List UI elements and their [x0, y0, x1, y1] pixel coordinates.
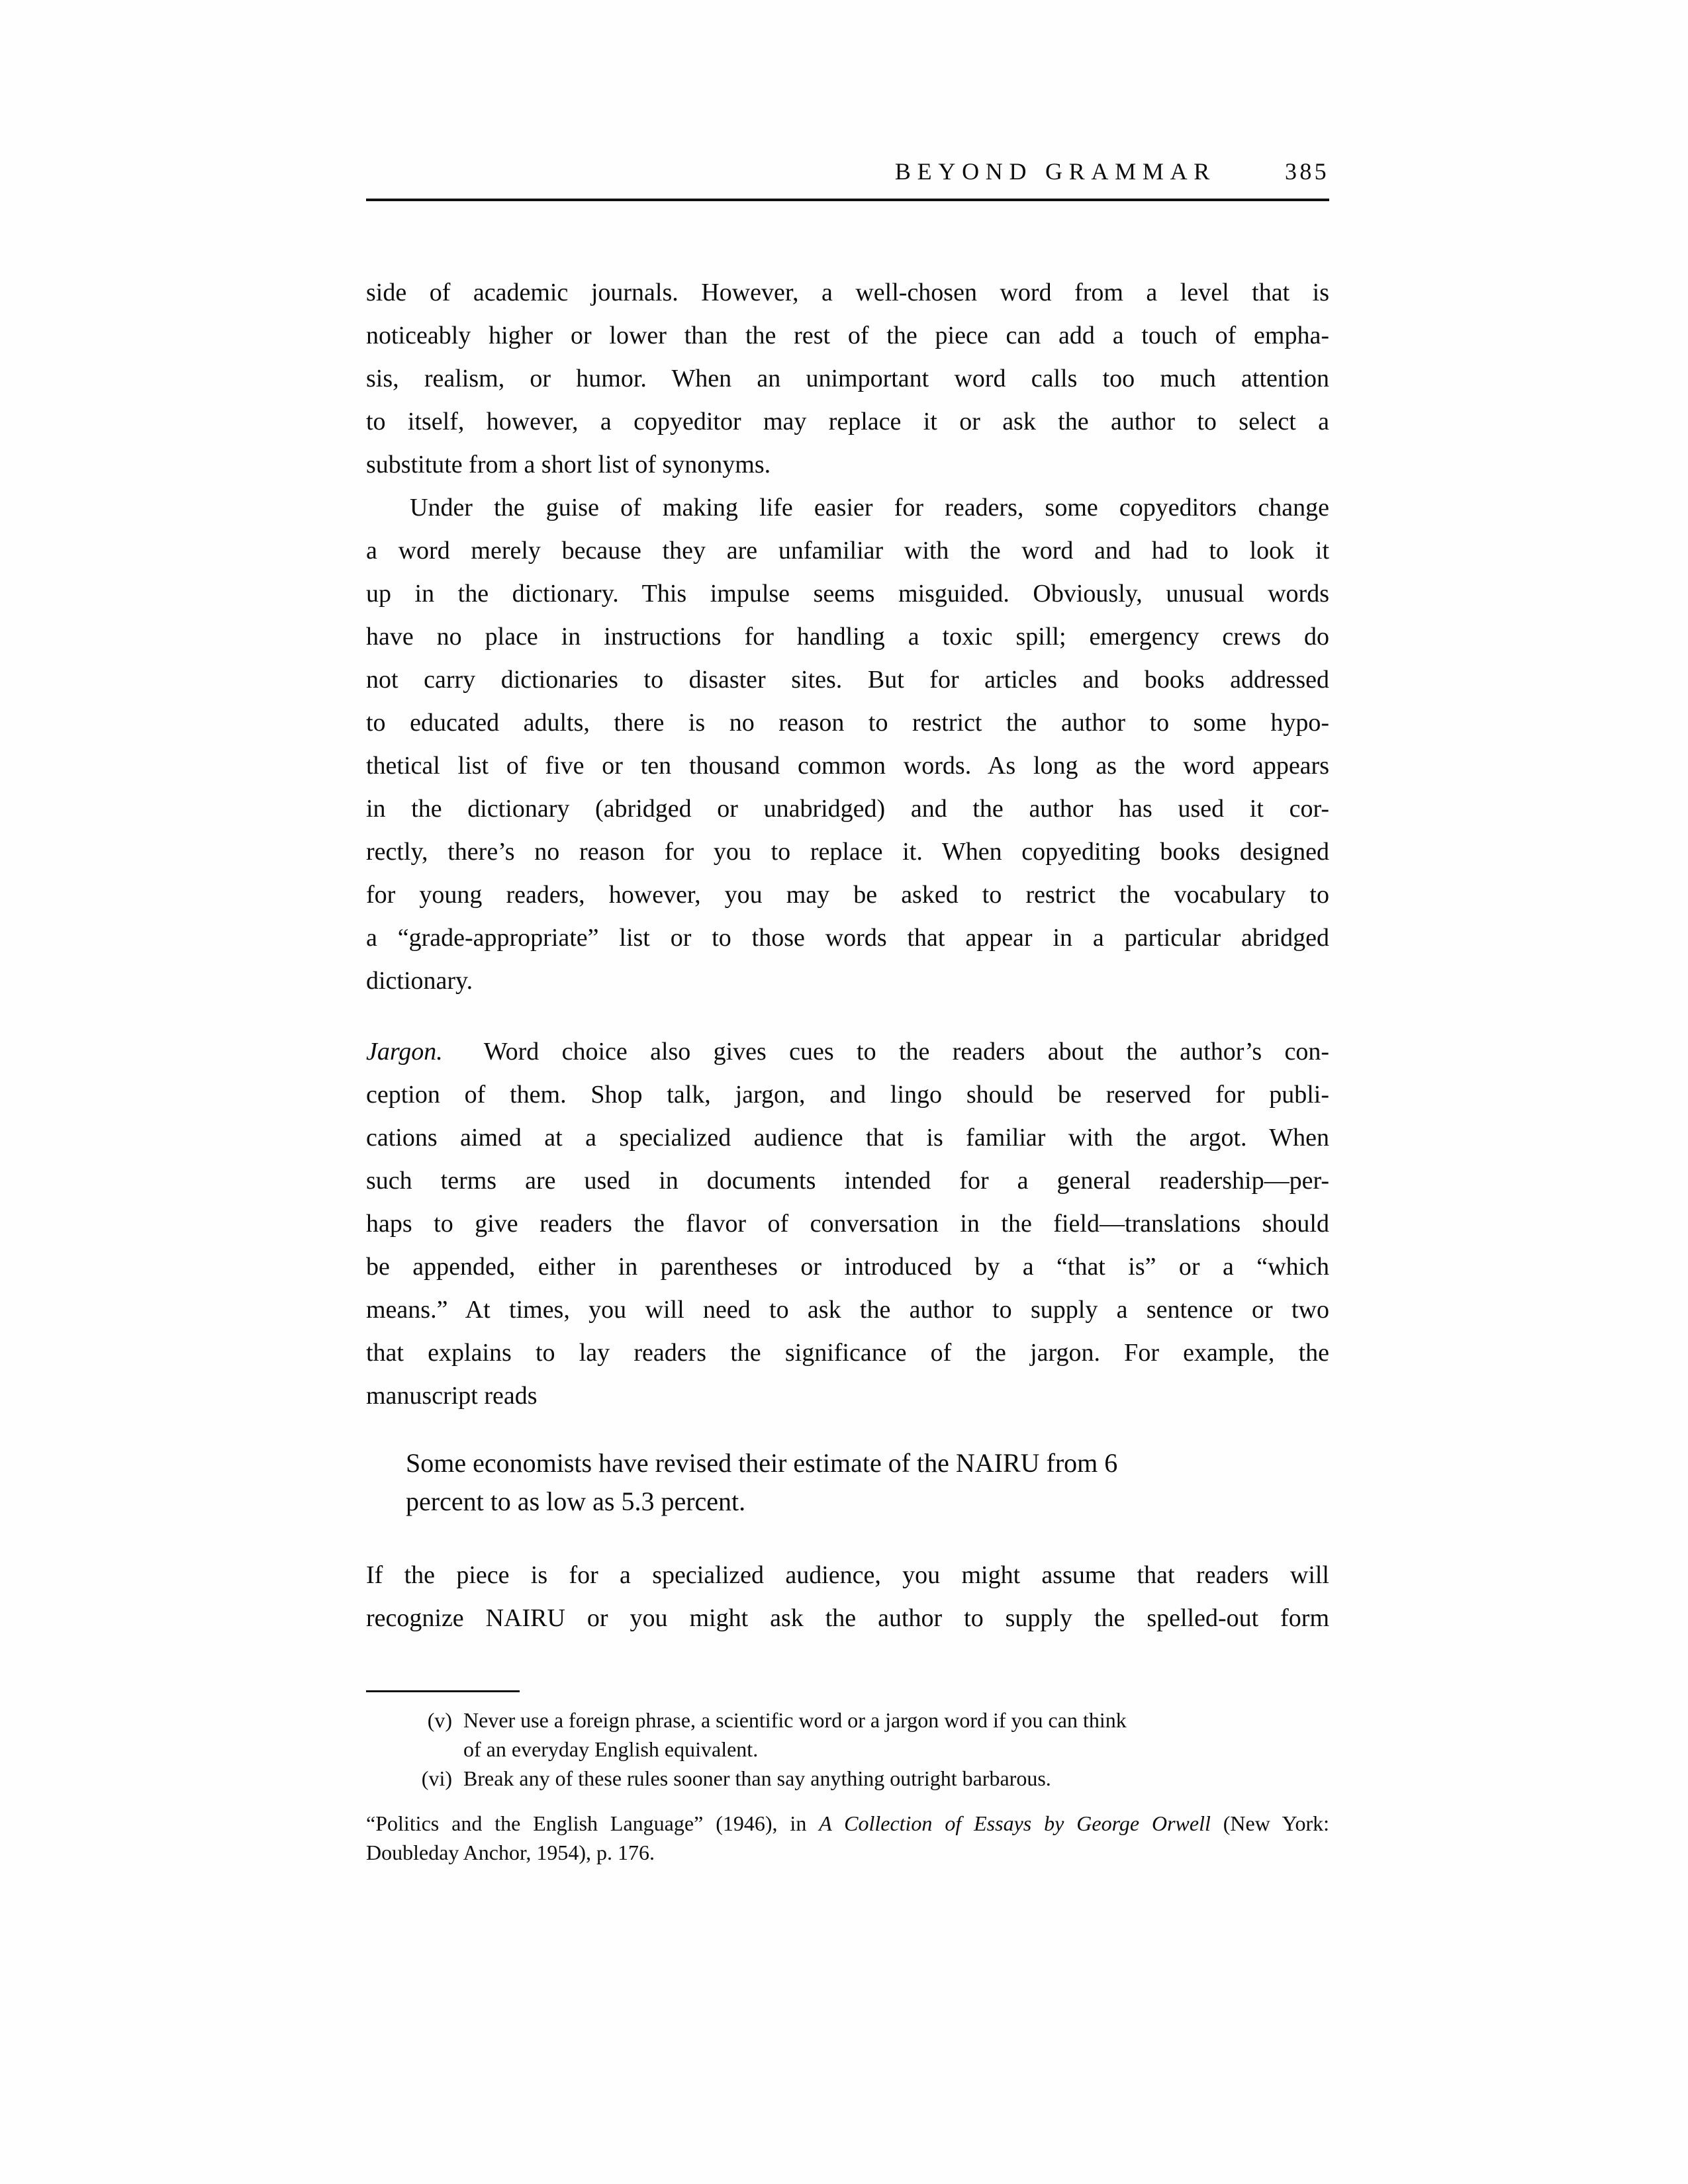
footnote-line: Break any of these rules sooner than say anything outright barbarous. [463, 1766, 1051, 1790]
footnote-item [366, 1764, 1329, 1793]
text-line: Some economists have revised their estimate of the NAIRU from 6 [406, 1448, 1118, 1478]
text-line: that explains to lay readers the significance of the jargon. For example, the [366, 1339, 1329, 1367]
section-run-in-heading: Jargon. [366, 1038, 443, 1066]
footnote-citation [366, 1809, 1329, 1867]
footnote-label: (vi) [421, 1766, 452, 1790]
footnote-line: of an everyday English equivalent. [463, 1737, 759, 1761]
citation-work-title: A Collection of Essays by George Orwell [819, 1811, 1211, 1835]
text-line: not carry dictionaries to disaster sites. But for articles and books addressed [366, 666, 1329, 694]
text-line: Under the guise of making life easier for readers, some copyeditors change [410, 494, 1329, 522]
text-line: have no place in instructions for handling a toxic spill; emergency crews do [366, 623, 1329, 651]
block-quote-nairu [406, 1444, 1167, 1521]
header-rule [366, 199, 1329, 201]
paragraph-word-level [366, 271, 1329, 486]
citation-text-segment: (New York: [1210, 1811, 1330, 1835]
text-line [366, 1030, 1329, 1073]
text-column [366, 0, 1329, 1867]
paragraph-specialized-audience [366, 1554, 1329, 1640]
text-line: for young readers, however, you may be asked to restrict the vocabulary to [366, 881, 1329, 909]
footnote-list [366, 1706, 1329, 1793]
text-line: to itself, however, a copyeditor may replace it or ask the author to select a [366, 408, 1329, 435]
text-line: up in the dictionary. This impulse seems misguided. Obviously, unusual words [366, 580, 1329, 608]
footnote-divider-rule [366, 1690, 520, 1692]
text-line: a word merely because they are unfamiliar with the word and had to look it [366, 537, 1329, 565]
text-line: rectly, there’s no reason for you to replace it. When copyediting books designed [366, 838, 1329, 866]
citation-text-segment: “Politics and the English Language” (1946), in [366, 1811, 820, 1835]
text-line: noticeably higher or lower than the rest of the piece can add a touch of empha- [366, 322, 1329, 349]
citation-line [366, 1838, 1329, 1867]
footnote-line: Never use a foreign phrase, a scientific word or a jargon word if you can think [463, 1708, 1127, 1732]
running-head-title: BEYOND GRAMMAR [894, 158, 1217, 185]
citation-line [366, 1809, 1329, 1838]
text-line: recognize NAIRU or you might ask the author to supply the spelled-out form [366, 1604, 1329, 1632]
text-line: thetical list of five or ten thousand common words. As long as the word appears [366, 752, 1329, 780]
text-line: a “grade-appropriate” list or to those words that appear in a particular abridged [366, 924, 1329, 952]
text-segment: Word choice also gives cues to the readers about the author’s con- [483, 1038, 1329, 1066]
text-line: percent to as low as 5.3 percent. [406, 1486, 746, 1516]
text-line: manuscript reads [366, 1382, 538, 1410]
body-text [366, 271, 1329, 1640]
text-line: sis, realism, or humor. When an unimportant word calls too much attention [366, 365, 1329, 392]
text-line: side of academic journals. However, a well-chosen word from a level that is [366, 279, 1329, 306]
citation-text-segment: Doubleday Anchor, 1954), p. 176. [366, 1841, 655, 1864]
footnote-item [366, 1706, 1329, 1764]
text-line: substitute from a short list of synonyms. [366, 451, 771, 478]
footnote-label: (v) [427, 1708, 452, 1732]
text-line: ception of them. Shop talk, jargon, and lingo should be reserved for publi- [366, 1081, 1329, 1109]
text-line: such terms are used in documents intended for a general readership—per- [366, 1167, 1329, 1195]
text-line: to educated adults, there is no reason to restrict the author to some hypo- [366, 709, 1329, 737]
text-line: cations aimed at a specialized audience that is familiar with the argot. When [366, 1124, 1329, 1152]
paragraph-jargon-section [366, 1030, 1329, 1418]
text-line: If the piece is for a specialized audience, you might assume that readers will [366, 1561, 1329, 1589]
text-line: haps to give readers the flavor of conversation in the field—translations should [366, 1210, 1329, 1238]
text-line: be appended, either in parentheses or introduced by a “that is” or a “which [366, 1253, 1329, 1281]
page-number: 385 [1285, 158, 1329, 185]
running-head [366, 158, 1329, 185]
text-line: means.” At times, you will need to ask the author to supply a sentence or two [366, 1296, 1329, 1324]
text-line: in the dictionary (abridged or unabridged) and the author has used it cor- [366, 795, 1329, 823]
paragraph-unfamiliar-words [366, 486, 1329, 1003]
text-line: dictionary. [366, 967, 473, 995]
